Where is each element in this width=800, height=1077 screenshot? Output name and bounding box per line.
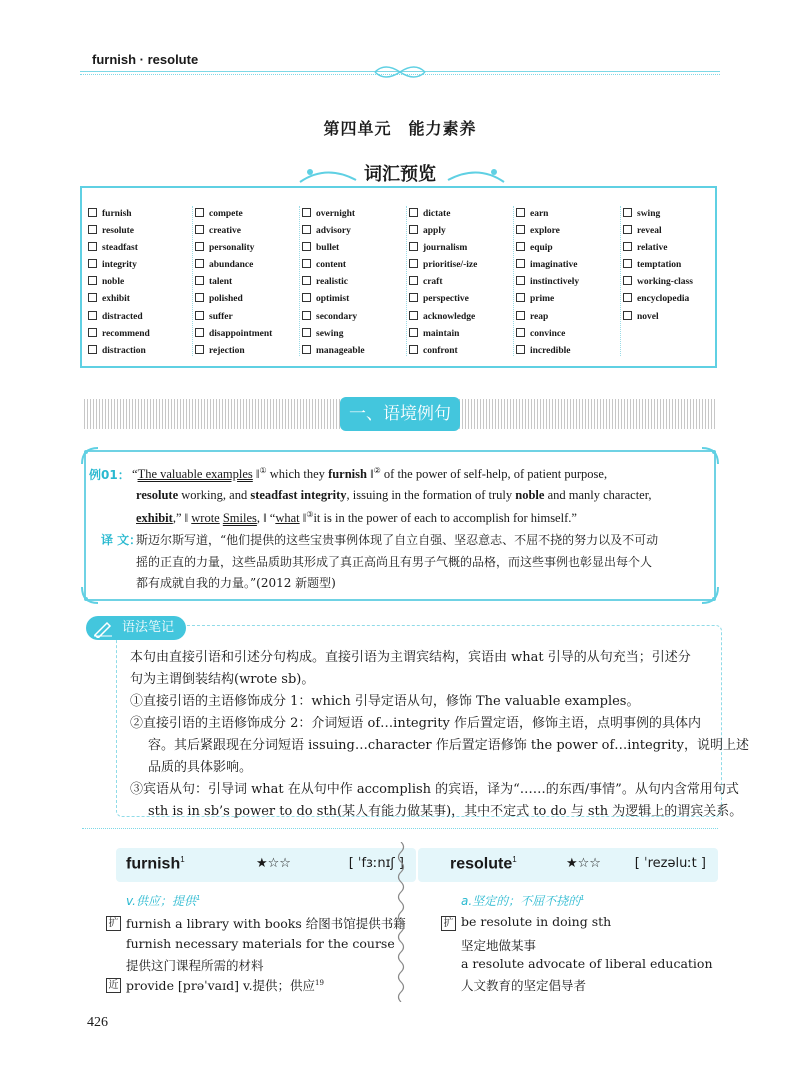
checkbox-icon[interactable] xyxy=(302,328,311,337)
vocab-item[interactable]: manageable xyxy=(302,343,407,360)
headword: furnish$^1$ xyxy=(126,855,185,873)
vocab-item[interactable]: equip xyxy=(516,240,621,257)
vocab-item[interactable]: bullet xyxy=(302,240,407,257)
checkbox-icon[interactable] xyxy=(88,208,97,217)
vocab-item[interactable]: incredible xyxy=(516,343,621,360)
translation-line-1: 斯迈尔斯写道，“他们提供的这些宝贵事例体现了自立自强、坚忍意志、不屈不挠的努力以及不可动 xyxy=(136,533,659,547)
checkbox-icon[interactable] xyxy=(516,225,525,234)
checkbox-icon[interactable] xyxy=(623,293,632,302)
column-divider xyxy=(299,206,300,356)
vocab-item[interactable]: recommend xyxy=(88,326,193,343)
vocab-column-6 xyxy=(623,206,728,356)
vocab-item[interactable]: disappointment xyxy=(195,326,300,343)
vocab-item[interactable]: explore xyxy=(516,223,621,240)
example-phrase: furnish necessary materials for the course xyxy=(126,936,395,951)
vocab-item[interactable]: temptation xyxy=(623,257,728,274)
corner-ornament-icon xyxy=(700,585,720,605)
word-card-resolute xyxy=(418,848,718,882)
vocab-item[interactable]: relative xyxy=(623,240,728,257)
vocab-item[interactable]: novel xyxy=(623,309,728,326)
checkbox-icon[interactable] xyxy=(88,259,97,268)
checkbox-icon[interactable] xyxy=(195,259,204,268)
vocab-item[interactable]: secondary xyxy=(302,309,407,326)
checkbox-icon[interactable] xyxy=(409,242,418,251)
vocab-item[interactable]: resolute xyxy=(88,223,193,240)
checkbox-icon[interactable] xyxy=(623,259,632,268)
vocab-item[interactable]: prime xyxy=(516,291,621,308)
vocab-item[interactable]: talent xyxy=(195,274,300,291)
checkbox-icon[interactable] xyxy=(195,293,204,302)
vocab-item[interactable]: prioritise/-ize xyxy=(409,257,514,274)
checkbox-icon[interactable] xyxy=(302,293,311,302)
vocab-item[interactable]: swing xyxy=(623,206,728,223)
translation-label: 译 文： xyxy=(101,533,142,547)
vocab-item[interactable]: apply xyxy=(409,223,514,240)
checkbox-icon[interactable] xyxy=(516,345,525,354)
checkbox-icon[interactable] xyxy=(409,276,418,285)
vocab-item[interactable]: rejection xyxy=(195,343,300,360)
page-number: 426 xyxy=(87,1015,108,1030)
vocab-item[interactable]: integrity xyxy=(88,257,193,274)
vocab-column-2 xyxy=(195,206,300,356)
column-divider xyxy=(620,206,621,356)
running-title: furnish · resolute xyxy=(92,52,199,67)
example-phrase: 坚定地做某事 xyxy=(461,938,537,953)
vocab-item[interactable]: abundance xyxy=(195,257,300,274)
part-of-speech: a.坚定的；不屈不挠的$^1$ xyxy=(461,894,585,908)
translation-line-2: 摇的正直的力量，这些品质助其形成了真正高尚且有男子气概的品格，而这些事例也彰显出每个人 xyxy=(136,555,653,569)
checkbox-icon[interactable] xyxy=(623,225,632,234)
synonym: provide [prəˈvaɪd] v.提供；供应$^{19}$ xyxy=(126,978,324,993)
vocab-item[interactable]: realistic xyxy=(302,274,407,291)
vocab-item[interactable]: perspective xyxy=(409,291,514,308)
star-rating: ★☆☆ xyxy=(566,856,601,871)
checkbox-icon[interactable] xyxy=(302,311,311,320)
example-phrase: 人文教育的坚定倡导者 xyxy=(461,978,587,993)
checkbox-icon[interactable] xyxy=(516,208,525,217)
checkbox-icon[interactable] xyxy=(88,242,97,251)
checkbox-icon[interactable] xyxy=(195,225,204,234)
checkbox-icon[interactable] xyxy=(302,225,311,234)
section-title: 一、语境例句 xyxy=(340,397,460,431)
checkbox-icon[interactable] xyxy=(302,345,311,354)
grammar-line: ②直接引语的主语修饰成分 2：介词短语 of…integrity 作后置定语，修饰主语，点明事例的具体内 xyxy=(130,716,702,731)
vocab-column-5 xyxy=(516,206,621,356)
checkbox-icon[interactable] xyxy=(516,276,525,285)
example-phrase: a resolute advocate of liberal education xyxy=(461,956,713,971)
vocab-item[interactable]: reveal xyxy=(623,223,728,240)
vocab-item[interactable]: furnish xyxy=(88,206,193,223)
expand-tag: 扩 xyxy=(441,916,456,931)
pronunciation: [ ˈfɜːnɪʃ ] xyxy=(348,856,404,871)
example-phrase: 提供这门课程所需的材料 xyxy=(126,958,264,973)
grammar-line: sth is in sb’s power to do sth(某人有能力做某事)，其中不定式 to do 与 sth 为逻辑上的谓宾关系。 xyxy=(148,804,743,819)
expand-tag: 扩 xyxy=(106,916,121,931)
pen-icon xyxy=(92,618,114,638)
translation-line-3: 都有成就自我的力量。”(2012 新题型) xyxy=(136,576,336,590)
vocab-column-3 xyxy=(302,206,407,356)
checkbox-icon[interactable] xyxy=(623,276,632,285)
word-card-furnish xyxy=(116,848,416,882)
vocab-item[interactable]: overnight xyxy=(302,206,407,223)
example-line-2: resolute working, and steadfast integrity, issuing in the formation of truly noble and manly character, xyxy=(136,488,652,502)
spiral-divider-icon xyxy=(396,842,406,1002)
vocab-item[interactable]: instinctively xyxy=(516,274,621,291)
checkbox-icon[interactable] xyxy=(88,293,97,302)
checkbox-icon[interactable] xyxy=(88,276,97,285)
vocab-item[interactable]: personality xyxy=(195,240,300,257)
headword: resolute$^1$ xyxy=(450,855,517,873)
example-line-3: exhibit,” ‖ wrote Smiles, ‖ “what ‖③it is in the power of each to accomplish for himself.” xyxy=(136,510,577,526)
vocab-item[interactable]: working-class xyxy=(623,274,728,291)
column-divider xyxy=(192,206,193,356)
vocab-item[interactable]: convince xyxy=(516,326,621,343)
vocab-item[interactable]: sewing xyxy=(302,326,407,343)
checkbox-icon[interactable] xyxy=(195,242,204,251)
checkbox-icon[interactable] xyxy=(516,328,525,337)
vocab-item[interactable]: compete xyxy=(195,206,300,223)
checkbox-icon[interactable] xyxy=(409,328,418,337)
column-divider xyxy=(406,206,407,356)
corner-ornament-icon xyxy=(700,446,720,466)
vocab-item[interactable]: advisory xyxy=(302,223,407,240)
grammar-line: 句为主谓倒装结构(wrote sb)。 xyxy=(130,672,315,687)
vocab-heading: 词汇预览 xyxy=(364,164,436,185)
example-label: 例01： xyxy=(89,468,130,482)
vocab-item[interactable]: noble xyxy=(88,274,193,291)
checkbox-icon[interactable] xyxy=(516,293,525,302)
checkbox-icon[interactable] xyxy=(195,208,204,217)
checkbox-icon[interactable] xyxy=(88,328,97,337)
vocab-item[interactable]: polished xyxy=(195,291,300,308)
vocab-preview-box xyxy=(80,186,717,368)
checkbox-icon[interactable] xyxy=(302,276,311,285)
checkbox-icon[interactable] xyxy=(88,345,97,354)
corner-ornament-icon xyxy=(80,446,100,466)
checkbox-icon[interactable] xyxy=(623,208,632,217)
vocab-item[interactable]: suffer xyxy=(195,309,300,326)
vocab-item[interactable]: journalism xyxy=(409,240,514,257)
vocab-item[interactable]: distraction xyxy=(88,343,193,360)
checkbox-icon[interactable] xyxy=(302,208,311,217)
vocab-item[interactable]: steadfast xyxy=(88,240,193,257)
checkbox-icon[interactable] xyxy=(88,311,97,320)
vocab-item[interactable]: reap xyxy=(516,309,621,326)
grammar-line: ③宾语从句：引导词 what 在从句中作 accomplish 的宾语，译为“……的东西/事情”。从句内含常用句式 xyxy=(130,782,739,797)
checkbox-icon[interactable] xyxy=(409,293,418,302)
vocab-item[interactable]: earn xyxy=(516,206,621,223)
checkbox-icon[interactable] xyxy=(409,208,418,217)
vocab-column-4 xyxy=(409,206,514,356)
header-ornament-icon xyxy=(370,62,430,82)
checkbox-icon[interactable] xyxy=(516,242,525,251)
checkbox-icon[interactable] xyxy=(516,259,525,268)
checkbox-icon[interactable] xyxy=(409,345,418,354)
checkbox-icon[interactable] xyxy=(195,328,204,337)
pronunciation: [ ˈrezəluːt ] xyxy=(634,856,706,871)
checkbox-icon[interactable] xyxy=(195,311,204,320)
vocab-column-1 xyxy=(88,206,193,356)
grammar-tag-label: 语法笔记 xyxy=(122,620,175,635)
vocab-item[interactable]: encyclopedia xyxy=(623,291,728,308)
unit-title: 第四单元 能力素养 xyxy=(323,119,477,138)
checkbox-icon[interactable] xyxy=(623,311,632,320)
example-phrase: furnish a library with books 给图书馆提供书籍 xyxy=(126,916,406,931)
vocab-item[interactable]: creative xyxy=(195,223,300,240)
grammar-line: 本句由直接引语和引述分句构成。直接引语为主谓宾结构，宾语由 what 引导的从句充当；引述分 xyxy=(130,650,691,665)
vocab-item[interactable]: distracted xyxy=(88,309,193,326)
grammar-line: ①直接引语的主语修饰成分 1：which 引导定语从句，修饰 The valuable examples。 xyxy=(130,694,640,709)
vocab-item[interactable]: content xyxy=(302,257,407,274)
checkbox-icon[interactable] xyxy=(302,242,311,251)
checkbox-icon[interactable] xyxy=(302,259,311,268)
vocab-item[interactable]: imaginative xyxy=(516,257,621,274)
checkbox-icon[interactable] xyxy=(195,276,204,285)
checkbox-icon[interactable] xyxy=(409,225,418,234)
checkbox-icon[interactable] xyxy=(88,225,97,234)
column-divider xyxy=(513,206,514,356)
example-phrase: be resolute in doing sth xyxy=(461,914,612,929)
checkbox-icon[interactable] xyxy=(195,345,204,354)
vocab-item[interactable]: maintain xyxy=(409,326,514,343)
example-line-1: “The valuable examples ‖① which they furnish ‖② of the power of self-help, of patient purpose, xyxy=(132,466,608,482)
star-rating: ★☆☆ xyxy=(256,856,291,871)
vocab-item[interactable]: acknowledge xyxy=(409,309,514,326)
vocab-item[interactable]: craft xyxy=(409,274,514,291)
synonym-tag: 近 xyxy=(106,978,121,993)
vocab-item[interactable]: dictate xyxy=(409,206,514,223)
vocab-item[interactable]: optimist xyxy=(302,291,407,308)
checkbox-icon[interactable] xyxy=(409,259,418,268)
part-of-speech: v.供应；提供$^1$ xyxy=(126,894,201,908)
checkbox-icon[interactable] xyxy=(623,242,632,251)
corner-ornament-icon xyxy=(80,585,100,605)
checkbox-icon[interactable] xyxy=(516,311,525,320)
section-divider xyxy=(82,828,718,829)
checkbox-icon[interactable] xyxy=(409,311,418,320)
vocab-item[interactable]: exhibit xyxy=(88,291,193,308)
grammar-line: 品质的具体影响。 xyxy=(148,760,253,775)
vocab-item[interactable]: confront xyxy=(409,343,514,360)
grammar-line: 容。其后紧跟现在分词短语 issuing…character 作后置定语修饰 the power of…integrity，说明上述 xyxy=(148,738,749,753)
